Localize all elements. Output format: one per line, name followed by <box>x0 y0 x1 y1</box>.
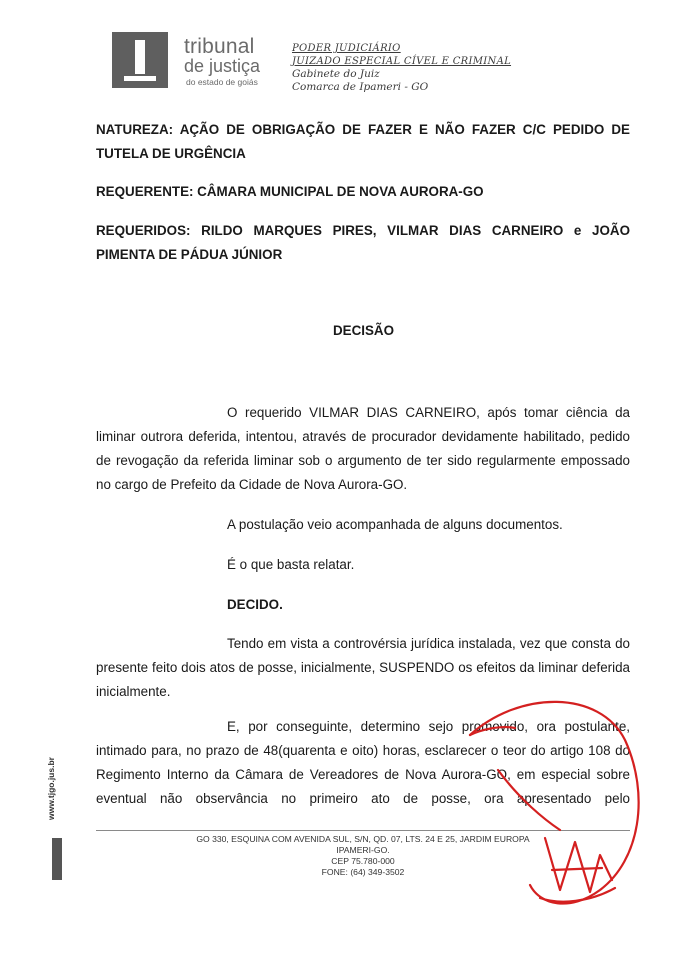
logo-text-tribunal: tribunal <box>184 35 255 58</box>
footer-line-3: CEP 75.780-000 <box>331 856 395 866</box>
footer-divider <box>96 830 630 831</box>
paragraph-3: É o que basta relatar. <box>227 557 355 572</box>
paragraph-2: A postulação veio acompanhada de alguns documentos. <box>227 517 563 532</box>
footer-line-1: GO 330, ESQUINA COM AVENIDA SUL, S/N, QD. 07, LTS. 24 E 25, JARDIM EUROPA <box>196 834 530 844</box>
logo-text-justica: de justiça <box>184 56 261 76</box>
logo-text-estado: do estado de goiás <box>186 77 258 87</box>
logo-emblem-icon <box>112 32 168 88</box>
court-line-2: JUIZADO ESPECIAL CÍVEL E CRIMINAL <box>292 56 512 67</box>
court-line-3: Gabinete do Juiz <box>292 68 380 80</box>
paragraph-decido: DECIDO. <box>227 597 283 612</box>
court-line-4: Comarca de Ipameri - GO <box>292 81 429 93</box>
header-requeridos: REQUERIDOS: RILDO MARQUES PIRES, VILMAR DIAS CARNEIRO e JOÃO PIMENTA DE PÁDUA JÚNIOR <box>96 223 630 262</box>
paragraph-5: Tendo em vista a controvérsia jurídica instalada, vez que consta do presente feito dois atos de posse, inicialmente, SUSPENDO os efeitos da liminar deferida inicialmente. <box>96 636 630 699</box>
header-requerente: REQUERENTE: CÂMARA MUNICIPAL DE NOVA AURORA-GO <box>96 184 484 199</box>
footer-address <box>96 834 630 878</box>
paragraph-6: E, por conseguinte, determino sejo promovido, ora postulante, intimado para, no prazo de 48(quarenta e oito) horas, esclarecer o teor do artigo 108 do Regimento Interno da Câmara de Vereadores de Nova Aurora-GO, em especial sobre eventual não observância no primeiro ato de posse, ora apresentado pelo <box>96 719 630 806</box>
footer-line-2: IPAMERI-GO. <box>336 845 390 855</box>
footer-line-4: FONE: (64) 349-3502 <box>321 867 405 877</box>
side-bar-decoration <box>52 838 62 880</box>
court-line-1: PODER JUDICIÁRIO <box>292 43 401 54</box>
side-website-url: www.tjgo.jus.br <box>46 757 56 820</box>
header-natureza: NATUREZA: AÇÃO DE OBRIGAÇÃO DE FAZER E NÃO FAZER C/C PEDIDO DE TUTELA DE URGÊNCIA <box>96 122 630 161</box>
paragraph-1: O requerido VILMAR DIAS CARNEIRO, após tomar ciência da liminar outrora deferida, intentou, através de procurador devidamente habilitado, pedido de revogação da referida liminar sob o argumento de ter sido regularmente empossado no cargo de Prefeito da Cidade de Nova Aurora-GO. <box>96 405 630 492</box>
tjgo-logo <box>112 32 272 92</box>
court-header <box>292 42 511 94</box>
document-title: DECISÃO <box>332 323 394 338</box>
